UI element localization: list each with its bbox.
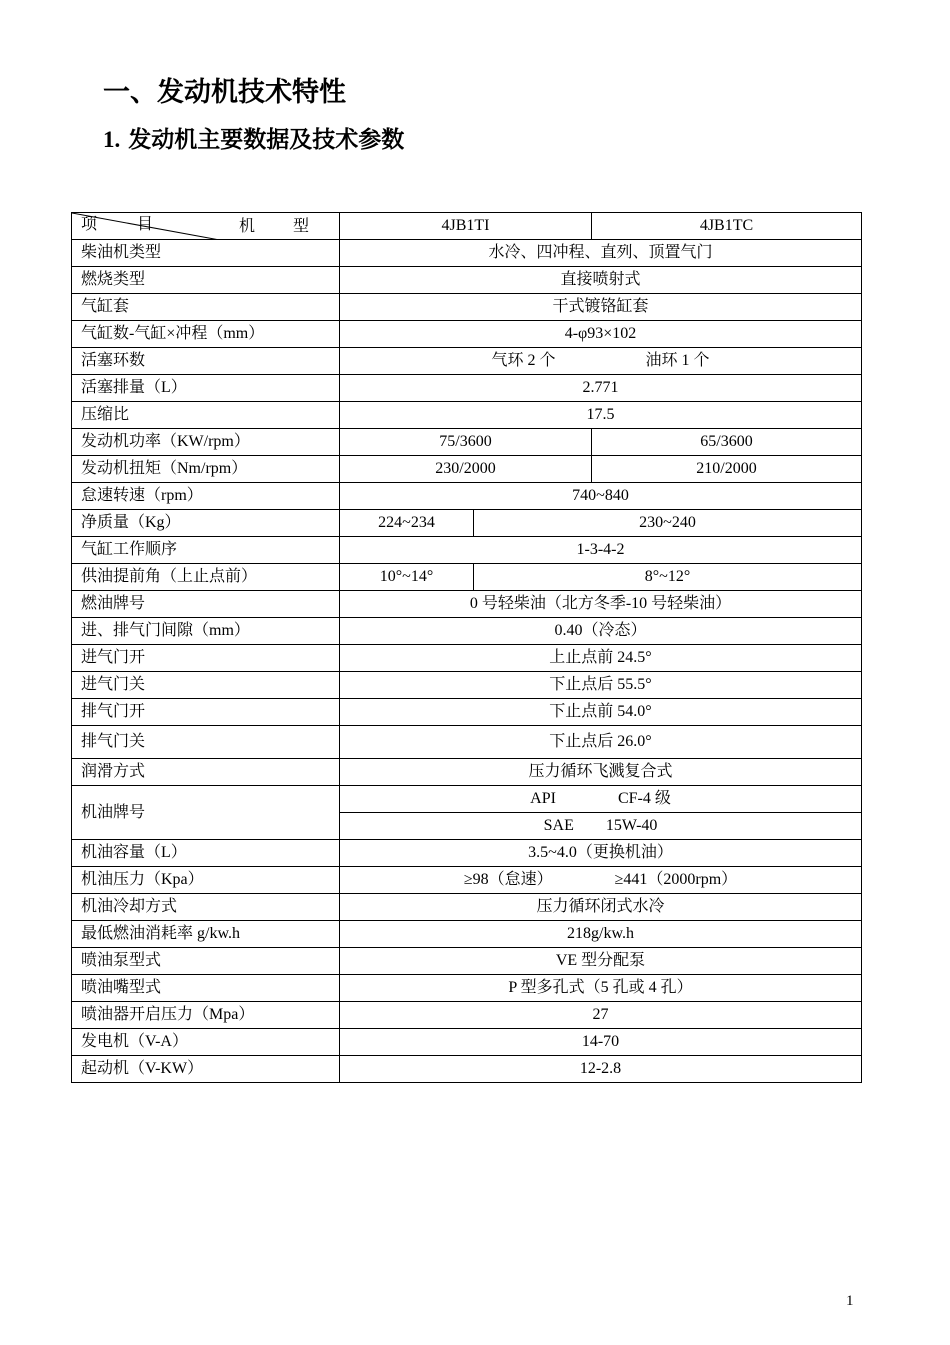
row-label: 供油提前角（上止点前）: [72, 564, 340, 591]
table-row: [72, 894, 862, 921]
row-label: 净质量（Kg）: [72, 510, 340, 537]
row-value: 下止点后 26.0°: [340, 726, 862, 759]
api-grade: CF-4 级: [617, 790, 671, 807]
row-label: 喷油泵型式: [72, 948, 340, 975]
row-value: 4-φ93×102: [340, 321, 862, 348]
row-label: 发电机（V-A）: [72, 1029, 340, 1056]
table-header-row: [72, 213, 862, 240]
table-row: [72, 564, 862, 591]
row-value-a: 230/2000: [340, 456, 592, 483]
section-heading: 一、发动机技术特性: [103, 77, 346, 108]
table-row: [72, 537, 862, 564]
row-label: 气缸套: [72, 294, 340, 321]
row-value: [340, 867, 862, 894]
row-value: 17.5: [340, 402, 862, 429]
row-value: VE 型分配泵: [340, 948, 862, 975]
row-value: 740~840: [340, 483, 862, 510]
row-value: 水冷、四冲程、直列、顶置气门: [340, 240, 862, 267]
row-label: 排气门开: [72, 699, 340, 726]
row-label: 最低燃油消耗率 g/kw.h: [72, 921, 340, 948]
row-value-b: 230~240: [474, 510, 862, 537]
row-value-a: 75/3600: [340, 429, 592, 456]
row-value: 3.5~4.0（更换机油）: [340, 840, 862, 867]
row-value: 1-3-4-2: [340, 537, 862, 564]
row-value: 压力循环闭式水冷: [340, 894, 862, 921]
row-value: 0.40（冷态）: [340, 618, 862, 645]
page-number: 1: [846, 1293, 854, 1309]
row-label: 排气门关: [72, 726, 340, 759]
model-b-header: 4JB1TC: [592, 213, 862, 240]
row-value-b: 210/2000: [592, 456, 862, 483]
oil-rings: 油环 1 个: [645, 352, 710, 369]
row-label: 喷油嘴型式: [72, 975, 340, 1002]
row-value: 上止点前 24.5°: [340, 645, 862, 672]
row-value: 下止点前 54.0°: [340, 699, 862, 726]
row-value: 12-2.8: [340, 1056, 862, 1083]
table-row: [72, 240, 862, 267]
table-row: [72, 267, 862, 294]
table-row: [72, 645, 862, 672]
table-row: [72, 867, 862, 894]
row-label: 活塞环数: [72, 348, 340, 375]
row-label: 机油冷却方式: [72, 894, 340, 921]
table-row: [72, 672, 862, 699]
row-value: 0 号轻柴油（北方冬季-10 号轻柴油）: [340, 591, 862, 618]
table-row: [72, 975, 862, 1002]
row-label: 气缸数-气缸×冲程（mm）: [72, 321, 340, 348]
row-label: 喷油器开启压力（Mpa）: [72, 1002, 340, 1029]
header-model-label: 机 型: [238, 218, 309, 235]
row-value: 27: [340, 1002, 862, 1029]
diagonal-header-cell: [72, 213, 340, 240]
row-value: [340, 786, 862, 813]
table-row: [72, 726, 862, 759]
row-value: 压力循环飞溅复合式: [340, 759, 862, 786]
row-label: 活塞排量（L）: [72, 375, 340, 402]
row-value: 2.771: [340, 375, 862, 402]
table-row: [72, 348, 862, 375]
row-label: 压缩比: [72, 402, 340, 429]
row-value-b: 8°~12°: [474, 564, 862, 591]
row-label: 燃油牌号: [72, 591, 340, 618]
row-label: 发动机功率（KW/rpm）: [72, 429, 340, 456]
row-label: 发动机扭矩（Nm/rpm）: [72, 456, 340, 483]
row-value: 下止点后 55.5°: [340, 672, 862, 699]
table-row: [72, 759, 862, 786]
table-row: [72, 429, 862, 456]
row-label: 起动机（V-KW）: [72, 1056, 340, 1083]
row-label: 怠速转速（rpm）: [72, 483, 340, 510]
api-label: API: [530, 790, 556, 807]
row-label: 机油压力（Kpa）: [72, 867, 340, 894]
engine-spec-table: [71, 212, 862, 1083]
compression-rings: 气环 2 个: [491, 352, 556, 369]
row-label: 气缸工作顺序: [72, 537, 340, 564]
table-row: [72, 510, 862, 537]
row-value-a: 10°~14°: [340, 564, 474, 591]
row-value: 直接喷射式: [340, 267, 862, 294]
subsection-title: 发动机主要数据及技术参数: [128, 127, 405, 153]
table-row: [72, 1056, 862, 1083]
table-row: [72, 591, 862, 618]
sae-label: SAE: [543, 817, 574, 834]
table-row: [72, 618, 862, 645]
row-label: 机油容量（L）: [72, 840, 340, 867]
table-row: [72, 375, 862, 402]
table-row: [72, 294, 862, 321]
table-row: [72, 402, 862, 429]
idle-oil-pressure: ≥98（怠速）: [463, 871, 553, 888]
row-label: 燃烧类型: [72, 267, 340, 294]
table-row: [72, 1002, 862, 1029]
row-value: [340, 813, 862, 840]
row-value: 14-70: [340, 1029, 862, 1056]
model-a-header: 4JB1TI: [340, 213, 592, 240]
table-row: [72, 321, 862, 348]
sae-grade: 15W-40: [605, 817, 658, 834]
row-label: 进、排气门间隙（mm）: [72, 618, 340, 645]
table-row: [72, 786, 862, 813]
rated-oil-pressure: ≥441（2000rpm）: [614, 871, 738, 888]
table-row: [72, 483, 862, 510]
row-value: P 型多孔式（5 孔或 4 孔）: [340, 975, 862, 1002]
row-value: 干式镀铬缸套: [340, 294, 862, 321]
table-row: [72, 699, 862, 726]
table-row: [72, 1029, 862, 1056]
row-label: 机油牌号: [72, 786, 340, 840]
table-row: [72, 456, 862, 483]
row-label: 润滑方式: [72, 759, 340, 786]
header-item-label: 项 目: [81, 216, 154, 233]
subsection-heading: [103, 121, 404, 154]
table-row: [72, 921, 862, 948]
row-label: 进气门关: [72, 672, 340, 699]
row-value: 218g/kw.h: [340, 921, 862, 948]
subsection-number: 1.: [103, 127, 121, 152]
row-value: [340, 348, 862, 375]
row-value-a: 224~234: [340, 510, 474, 537]
row-label: 柴油机类型: [72, 240, 340, 267]
table-row: [72, 948, 862, 975]
row-label: 进气门开: [72, 645, 340, 672]
row-value-b: 65/3600: [592, 429, 862, 456]
table-row: [72, 840, 862, 867]
